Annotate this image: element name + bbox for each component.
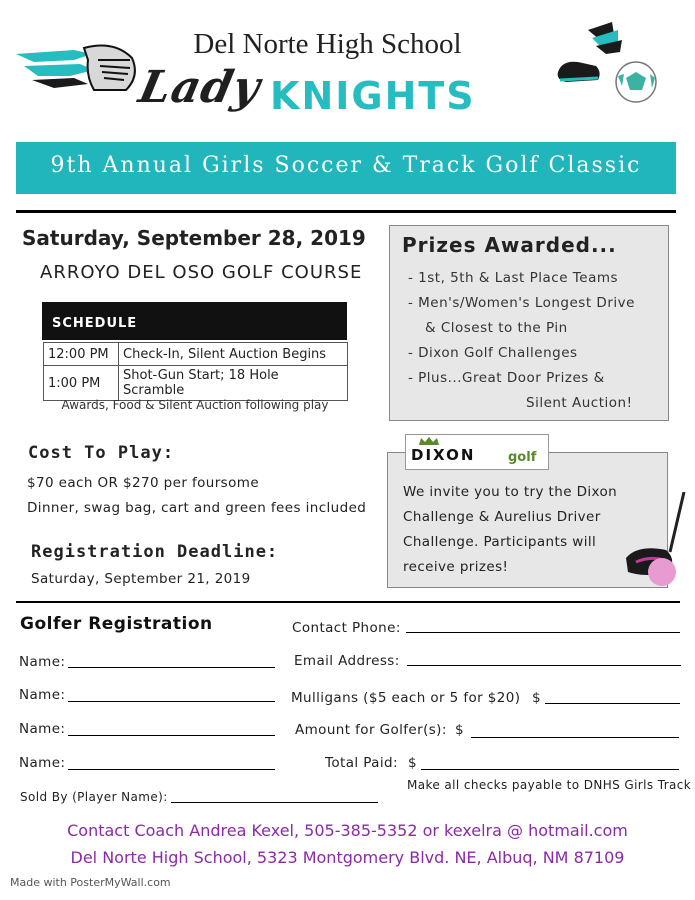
contact-phone-label: Contact Phone: (292, 620, 401, 636)
name-field[interactable] (68, 667, 275, 668)
sold-by-field[interactable] (171, 802, 378, 803)
name-label: Name: (19, 687, 66, 703)
schedule-heading: SCHEDULE (42, 302, 347, 340)
dixon-logo-word: DIXON (411, 446, 476, 464)
deadline-heading: Registration Deadline: (31, 542, 279, 562)
cost-line: Dinner, swag bag, cart and green fees included (27, 500, 367, 516)
footer-credit: Made with PosterMyWall.com (10, 876, 171, 889)
mulligans-field[interactable] (545, 703, 680, 704)
total-field[interactable] (421, 769, 679, 770)
dixon-text: We invite you to try the Dixon Challenge & Aurelius Driver Challenge. Participants will receive prizes! (403, 484, 618, 575)
amount-field[interactable] (471, 737, 679, 738)
total-dollar: $ (408, 755, 417, 771)
deadline-date: Saturday, September 21, 2019 (31, 571, 251, 587)
prize-item: - 1st, 5th & Last Place Teams (408, 270, 619, 286)
prize-item: - Men's/Women's Longest Drive (408, 295, 635, 311)
schedule-desc: Check-In, Silent Auction Begins (119, 343, 348, 366)
winged-shoe-soccer-ball-icon (552, 20, 662, 105)
name-field[interactable] (68, 769, 275, 770)
dixon-logo-golf: golf (508, 450, 537, 465)
name-label: Name: (19, 721, 66, 737)
total-label: Total Paid: (325, 755, 398, 771)
schedule-time: 12:00 PM (44, 343, 119, 366)
prize-item: & Closest to the Pin (425, 320, 568, 336)
prize-item: - Plus...Great Door Prizes & (408, 370, 605, 386)
name-label: Name: (19, 755, 66, 771)
schedule-table (43, 342, 348, 401)
name-label: Name: (19, 654, 66, 670)
cost-heading: Cost To Play: (28, 443, 175, 463)
schedule-desc: Shot-Gun Start; 18 Hole Scramble (119, 366, 348, 401)
top-divider (16, 210, 676, 213)
address-line: Del Norte High School, 5323 Montgomery Blvd. NE, Albuq, NM 87109 (70, 848, 625, 867)
event-banner-title: 9th Annual Girls Soccer & Track Golf Classic (50, 153, 642, 178)
cost-line: $70 each OR $270 per foursome (27, 475, 260, 491)
golf-club-ball-icon (600, 492, 692, 592)
lady-script: Lady (134, 62, 266, 113)
checks-note: Make all checks payable to DNHS Girls Track (407, 778, 692, 792)
contact-phone-field[interactable] (406, 632, 680, 633)
registration-title: Golfer Registration (20, 614, 213, 634)
prize-item: Silent Auction! (526, 395, 633, 411)
event-course: ARROYO DEL OSO GOLF COURSE (40, 262, 363, 283)
school-name: Del Norte High School (193, 28, 462, 60)
table-row (44, 366, 348, 401)
event-date: Saturday, September 28, 2019 (22, 226, 366, 250)
amount-dollar: $ (455, 722, 464, 738)
mulligans-dollar: $ (532, 690, 541, 706)
sold-by-label: Sold By (Player Name): (20, 790, 168, 804)
registration-divider (16, 601, 680, 603)
schedule-note: Awards, Food & Silent Auction following play (61, 398, 329, 412)
prize-item: - Dixon Golf Challenges (408, 345, 578, 361)
name-field[interactable] (68, 735, 275, 736)
crown-icon (418, 436, 440, 446)
email-label: Email Address: (294, 653, 400, 669)
amount-label: Amount for Golfer(s): (295, 722, 447, 738)
table-row (44, 343, 348, 366)
email-field[interactable] (407, 665, 681, 666)
name-field[interactable] (68, 701, 275, 702)
mulligans-label: Mulligans ($5 each or 5 for $20) (291, 690, 521, 706)
schedule-time: 1:00 PM (44, 366, 119, 401)
knights-title: KNIGHTS (270, 74, 476, 118)
prizes-title: Prizes Awarded... (402, 233, 617, 257)
contact-line: Contact Coach Andrea Kexel, 505-385-5352 or kexelra @ hotmail.com (67, 821, 628, 840)
